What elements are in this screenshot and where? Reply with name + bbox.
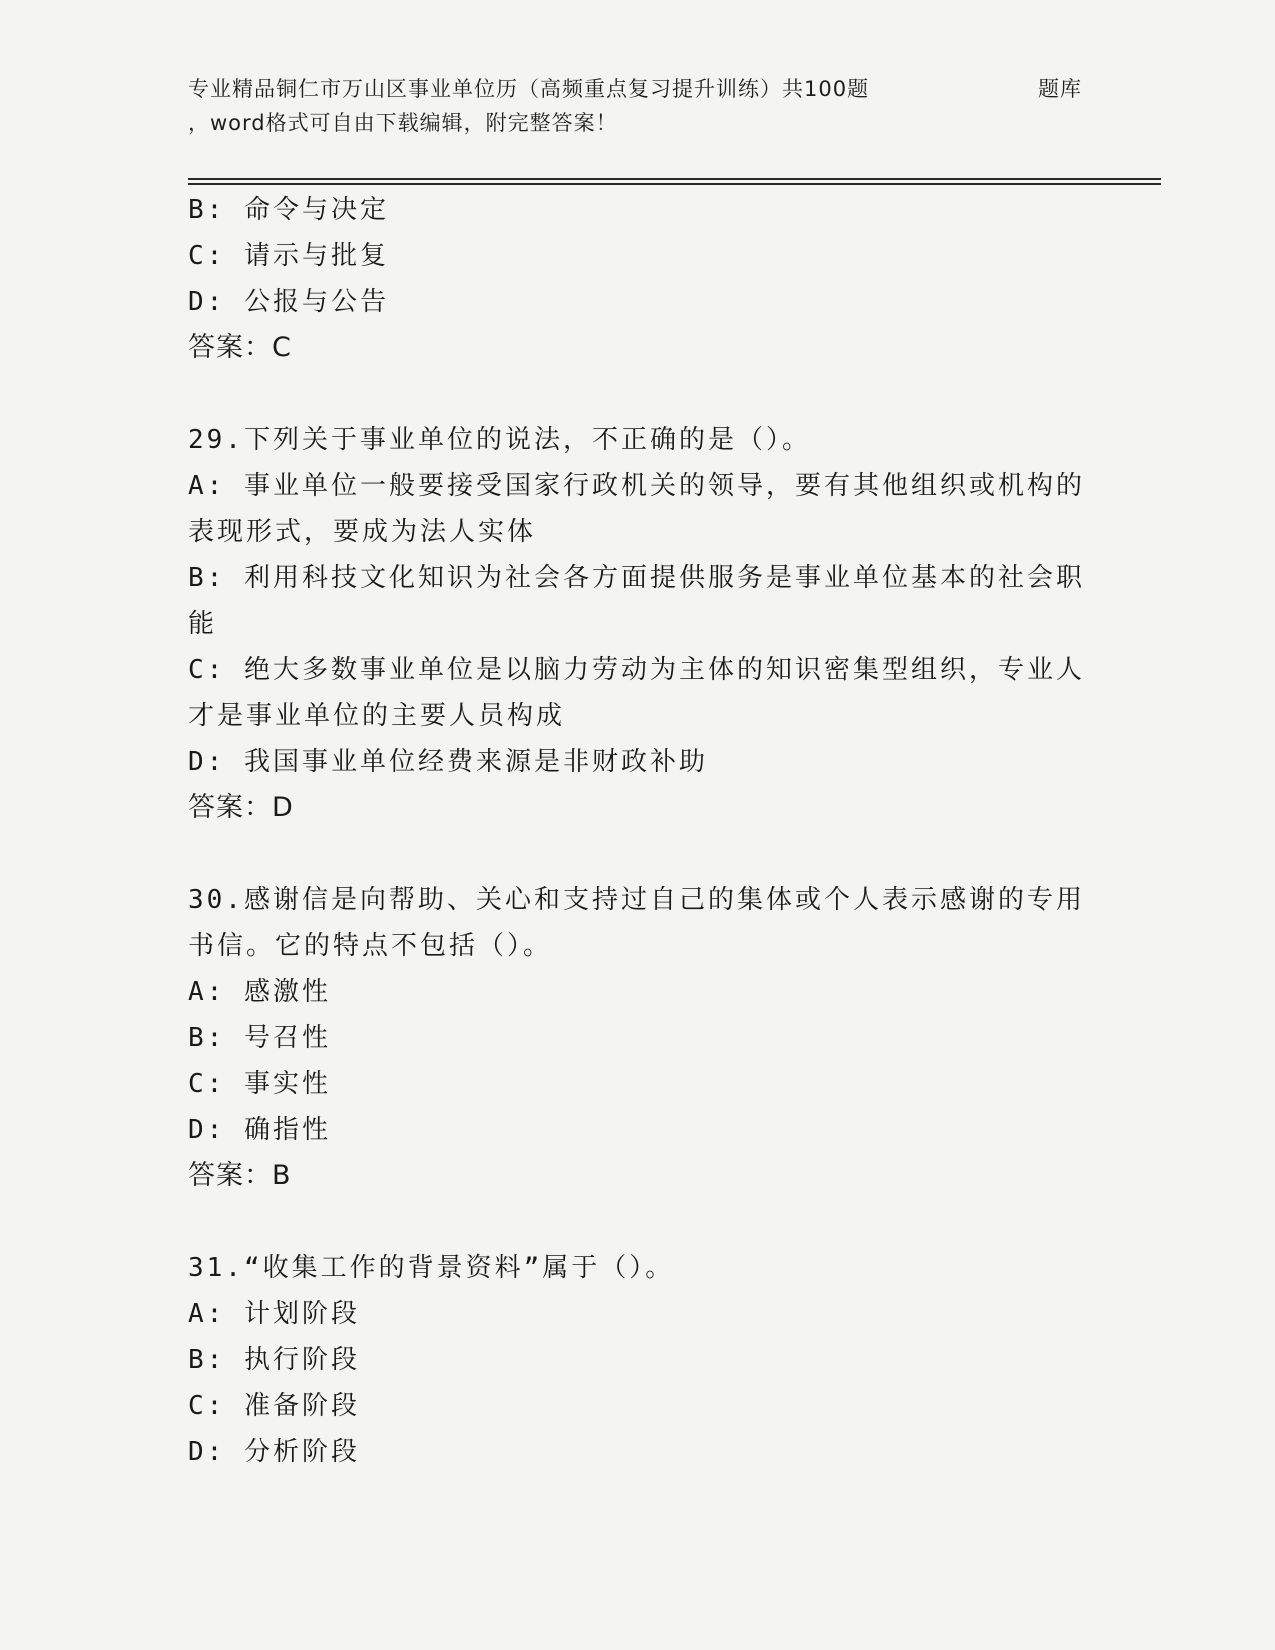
option-a: A: 感激性	[188, 977, 331, 1007]
question-28	[188, 187, 1088, 371]
option-d: D: 分析阶段	[188, 1437, 360, 1467]
spacer	[188, 1199, 1088, 1245]
header-divider-bottom	[188, 183, 1161, 185]
option-a: A: 事业单位一般要接受国家行政机关的领导，要有其他组织或机构的	[188, 471, 1085, 501]
header-tag: 题库	[1038, 77, 1082, 101]
question-stem: 31.“收集工作的背景资料”属于（）。	[188, 1253, 675, 1283]
option-b: B: 号召性	[188, 1023, 331, 1053]
option-c: C: 绝大多数事业单位是以脑力劳动为主体的知识密集型组织，专业人	[188, 655, 1085, 685]
header-title-line	[188, 72, 1088, 106]
question-30	[188, 877, 1088, 1199]
option-b: B: 命令与决定	[188, 195, 389, 225]
question-stem: 30.感谢信是向帮助、关心和支持过自己的集体或个人表示感谢的专用	[188, 885, 1085, 915]
spacer	[188, 831, 1088, 877]
answer: 答案：D	[188, 792, 294, 823]
option-d: D: 我国事业单位经费来源是非财政补助	[188, 747, 708, 777]
question-content	[188, 187, 1088, 1475]
answer: 答案：B	[188, 1160, 292, 1191]
option-c-cont: 才是事业单位的主要人员构成	[188, 701, 566, 731]
option-a-cont: 表现形式，要成为法人实体	[188, 517, 537, 547]
answer: 答案：C	[188, 332, 292, 363]
option-b: B: 执行阶段	[188, 1345, 360, 1375]
spacer	[188, 371, 1088, 417]
option-d: D: 公报与公告	[188, 287, 389, 317]
header-title: 专业精品铜仁市万山区事业单位历（高频重点复习提升训练）共100题	[188, 77, 870, 101]
option-d: D: 确指性	[188, 1115, 331, 1145]
option-a: A: 计划阶段	[188, 1299, 360, 1329]
option-b: B: 利用科技文化知识为社会各方面提供服务是事业单位基本的社会职	[188, 563, 1085, 593]
option-c: C: 请示与批复	[188, 241, 389, 271]
option-c: C: 准备阶段	[188, 1391, 360, 1421]
option-c: C: 事实性	[188, 1069, 331, 1099]
question-31	[188, 1245, 1088, 1475]
question-stem-cont: 书信。它的特点不包括（）。	[188, 931, 553, 961]
header-divider-top	[188, 178, 1161, 180]
option-b-cont: 能	[188, 609, 218, 639]
question-stem: 29.下列关于事业单位的说法，不正确的是（）。	[188, 425, 811, 455]
question-29	[188, 417, 1088, 831]
page-header	[188, 72, 1088, 140]
header-subtitle: ，word格式可自由下载编辑，附完整答案！	[188, 111, 618, 135]
